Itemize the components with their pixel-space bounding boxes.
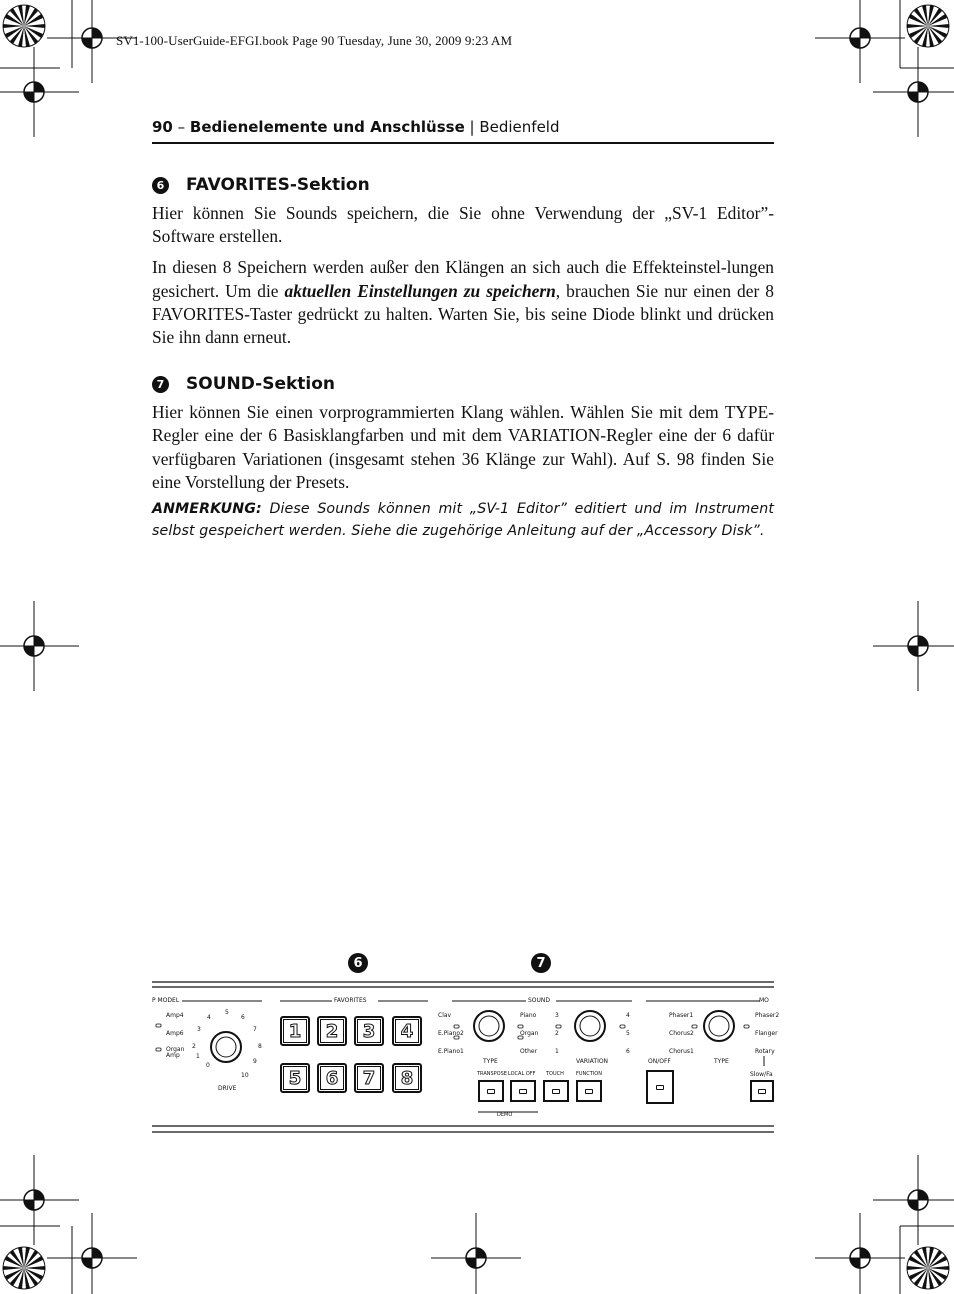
favorites-button-8[interactable]: 8 <box>392 1063 422 1093</box>
drive-tick-9: 9 <box>253 1058 257 1065</box>
drive-tick-1: 1 <box>196 1053 200 1060</box>
mod-onoff-led <box>656 1085 664 1090</box>
favorites-badge: 6 <box>152 177 169 194</box>
sound-button-label-transpose: TRANSPOSE <box>477 1071 507 1077</box>
mod-item-chorus1: Chorus1 <box>669 1048 694 1055</box>
drive-tick-4: 4 <box>207 1014 211 1021</box>
callout-7: 7 <box>531 953 551 973</box>
touch-led <box>552 1089 560 1094</box>
favorites-paragraph-1: Hier können Sie Sounds speichern, die Sie ohne Verwendung der „SV-1 Editor”-Software erstellen. <box>152 203 774 247</box>
type-item-epiano2: E.Piano2 <box>438 1030 464 1037</box>
sound-badge: 7 <box>152 376 169 393</box>
demo-label: DEMO <box>497 1112 513 1118</box>
sound-button-label-localoff: LOCAL OFF <box>508 1071 536 1077</box>
transpose-button[interactable] <box>478 1080 504 1102</box>
favorites-p2-end: , brauchen Sie nur einen der 8 FAVORITES-Taster gedrückt zu halten. Warten Sie, bis seine Diode blinkt und drücken Sie ihn dann erneut. <box>152 280 774 348</box>
local-off-button[interactable] <box>510 1080 536 1102</box>
sound-title: SOUND-Sektion <box>186 374 336 395</box>
variation-tick-4: 4 <box>626 1012 630 1019</box>
header-subsection: Bedienfeld <box>479 118 560 136</box>
sound-paragraph-1: Hier können Sie einen vorprogrammierten Klang wählen. Wählen Sie mit dem TYPE-Regler eine der 6 Basisklangfarben und mit dem VARIATION-Regler eine der 6 dafür verfügbaren Variationen (insgesamt stehen 36 Klänge zur Wahl). Auf S. 98 finden Sie eine Vorstellung der Presets. <box>152 402 774 492</box>
favorites-button-3[interactable]: 3 <box>354 1016 384 1046</box>
local-off-led <box>519 1089 527 1094</box>
variation-tick-3: 3 <box>555 1012 559 1019</box>
drive-tick-3: 3 <box>197 1026 201 1033</box>
drive-tick-7: 7 <box>253 1026 257 1033</box>
amp-item-1: Amp4 <box>166 1012 184 1019</box>
favorites-button-2[interactable]: 2 <box>317 1016 347 1046</box>
touch-button[interactable] <box>543 1080 569 1102</box>
drive-tick-6: 6 <box>241 1014 245 1021</box>
type-item-clav: Clav <box>438 1012 452 1019</box>
transpose-led <box>487 1089 495 1094</box>
type-item-other: Other <box>520 1048 538 1055</box>
favorites-heading <box>152 172 774 198</box>
favorites-panel-label: FAVORITES <box>334 997 367 1004</box>
favorites-button-6[interactable]: 6 <box>317 1063 347 1093</box>
function-led <box>585 1089 593 1094</box>
mod-item-chorus2: Chorus2 <box>669 1030 694 1037</box>
mod-item-phaser2: Phaser2 <box>755 1012 780 1019</box>
note-text: Diese Sounds können mit „SV-1 Editor” editiert und im Instrument selbst gespeichert werden. Siehe die zugehörige Anleitung auf der „Accessory Disk”. <box>152 501 774 540</box>
variation-label: VARIATION <box>576 1058 609 1065</box>
drive-tick-8: 8 <box>258 1043 262 1050</box>
amp-item-3: Organ Amp <box>166 1046 185 1059</box>
favorites-p2-start: In diesen 8 Speichern werden außer den Klängen an sich auch die Effekteinstel-lungen gesichert. Um die <box>152 257 774 301</box>
mod-item-flanger: Flanger <box>755 1030 778 1037</box>
mod-label: MO <box>759 997 769 1004</box>
header-dash: – <box>172 118 190 136</box>
drive-tick-10: 10 <box>241 1072 249 1079</box>
sound-panel-label: SOUND <box>528 997 551 1004</box>
mod-item-rotary: Rotary <box>755 1048 775 1055</box>
control-panel-illustration <box>152 950 780 1140</box>
type-item-organ: Organ <box>520 1030 539 1037</box>
page-content <box>152 172 774 542</box>
type-label: TYPE <box>483 1058 498 1065</box>
drive-tick-5: 5 <box>225 1009 229 1016</box>
page-number: 90 <box>152 118 173 136</box>
drive-tick-0: 0 <box>206 1062 210 1069</box>
panel-lines <box>152 950 774 1140</box>
function-button[interactable] <box>576 1080 602 1102</box>
favorites-button-4[interactable]: 4 <box>392 1016 422 1046</box>
favorites-p2-emphasis: aktuellen Einstellungen zu speichern <box>284 280 556 301</box>
mod-type-label: TYPE <box>714 1058 729 1065</box>
amp-item-2: Amp6 <box>166 1030 184 1037</box>
page-header <box>152 118 774 144</box>
favorites-button-7[interactable]: 7 <box>354 1063 384 1093</box>
variation-tick-1: 1 <box>555 1048 559 1055</box>
mod-onoff-button[interactable] <box>646 1070 674 1104</box>
mod-slowfast-button[interactable] <box>750 1080 774 1102</box>
type-item-piano: Piano <box>520 1012 537 1019</box>
variation-tick-2: 2 <box>555 1030 559 1037</box>
note-label: ANMERKUNG: <box>152 501 262 518</box>
sound-button-label-touch: TOUCH <box>546 1071 564 1077</box>
favorites-title: FAVORITES-Sektion <box>186 175 370 195</box>
favorites-button-1[interactable]: 1 <box>280 1016 310 1046</box>
mod-slowfast-label: Slow/Fa <box>750 1071 773 1078</box>
variation-tick-5: 5 <box>626 1030 630 1037</box>
sound-heading <box>152 371 774 397</box>
favorites-button-5[interactable]: 5 <box>280 1063 310 1093</box>
drive-tick-2: 2 <box>192 1043 196 1050</box>
favorites-paragraph-2 <box>152 256 774 349</box>
drive-label: DRIVE <box>218 1085 237 1092</box>
header-separator: | <box>464 118 480 136</box>
mod-item-phaser1: Phaser1 <box>669 1012 694 1019</box>
variation-tick-6: 6 <box>626 1048 630 1055</box>
sound-note <box>152 498 774 542</box>
type-item-epiano1: E.Piano1 <box>438 1048 464 1055</box>
mod-onoff-label: ON/OFF <box>648 1058 671 1065</box>
sound-button-label-function: FUNCTION <box>576 1071 602 1077</box>
mod-slowfast-led <box>758 1089 766 1094</box>
amp-model-label: P MODEL <box>152 997 180 1004</box>
print-info-line: SV1-100-UserGuide-EFGI.book Page 90 Tuesday, June 30, 2009 9:23 AM <box>116 33 513 48</box>
callout-6: 6 <box>348 953 368 973</box>
header-section: Bedienelemente und Anschlüsse <box>189 118 465 136</box>
